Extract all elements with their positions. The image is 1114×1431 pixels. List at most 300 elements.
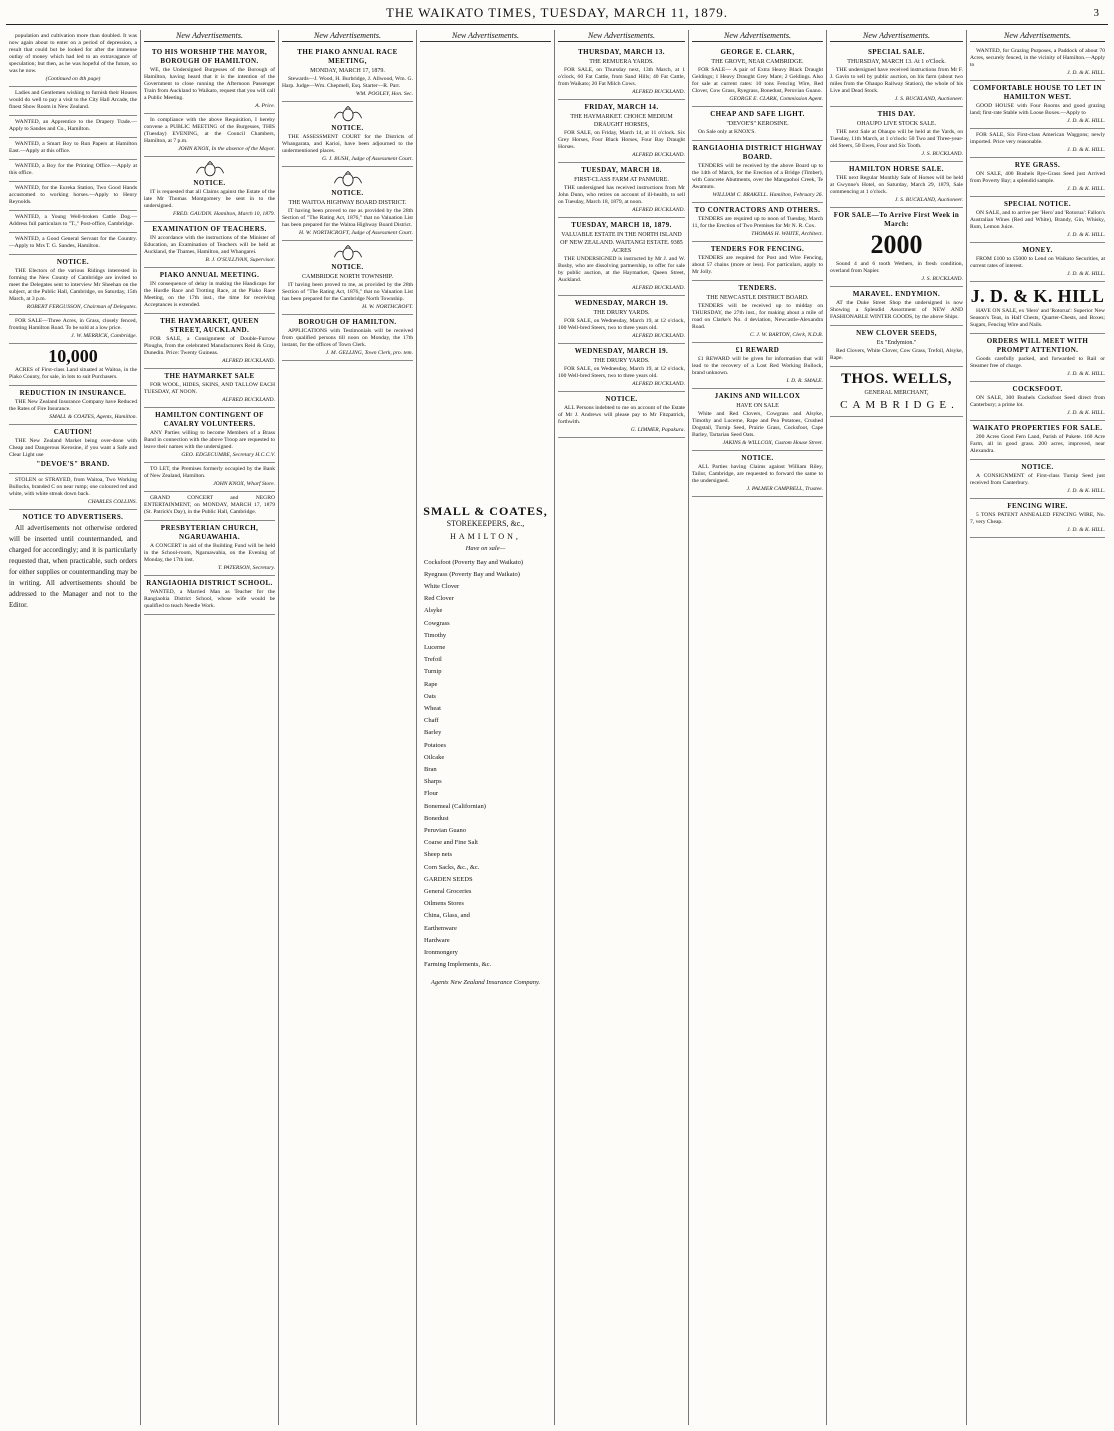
ad-signature: H. W. NORTHCROFT, Judge of Assessment Court.	[299, 230, 413, 236]
ad-text: FOR SALE— A pair of Extra Heavy Black Draught Geldings; 1 Heavy Draught Grey Mare; 2 Geldings. Also for sale at current rates: 10 tons Fencing Wire, Red Clover, Cow Grass, Ryegrass, Bonedust, Peruvian Guano.	[692, 67, 823, 94]
goods-item: Trefoil	[424, 656, 442, 664]
ad-signature: G. J. BUSH, Judge of Assessment Court.	[322, 156, 413, 162]
ad-text: FOR SALE, on Friday, March 14, at 11 o'clock. Six Grey Horses, Four Black Horses, Four Bay Draught Horses.	[558, 130, 685, 150]
advertisement	[282, 241, 413, 315]
ad-signature: ALFRED BUCKLAND.	[632, 89, 685, 95]
column-header: New Advertisements.	[420, 30, 551, 42]
ad-subtitle: THE WAITOA HIGHWAY BOARD DISTRICT.	[288, 200, 407, 206]
ad-subtitle: 2000	[870, 230, 923, 259]
advertisement	[692, 242, 823, 281]
page-number: 3	[1093, 7, 1100, 19]
notice-advertisers	[9, 510, 137, 615]
ad-text: FOR SALE, on Wednesday, March 19, at 12 o'clock, 100 Well-bred Steers, two to three years old.	[558, 318, 685, 331]
column-8	[966, 30, 1108, 1425]
goods-item: Oilmens Stores	[424, 900, 464, 908]
goods-item: Earthenware	[424, 924, 457, 932]
column-6	[688, 30, 826, 1425]
ad-signature: J. PALMER CAMPBELL, Trustee.	[746, 486, 823, 492]
ad-text: TENDERS will be received up to midday on THURSDAY, the 27th inst., for making about a mile of road on Clarke's No. 4 deviation, Newcastle-Alexandra Road.	[692, 303, 823, 330]
ad-signature: J. D. & K. HILL.	[1067, 232, 1105, 238]
ad-signature: SMALL & COATES, Agents, Hamilton.	[49, 414, 137, 420]
ad-signature: ALFRED BUCKLAND.	[632, 333, 685, 339]
ad-title: EXAMINATION OF TEACHERS.	[152, 225, 267, 233]
goods-item: Oilcake	[424, 753, 445, 761]
ad-signature: JAKINS & WILLCOX, Custom House Street.	[722, 440, 823, 446]
goods-item: Hardware	[424, 936, 450, 944]
ad-signature: ALFRED BUCKLAND.	[632, 285, 685, 291]
ad-title: NOTICE.	[331, 124, 364, 132]
ad-text: CAMBRIDGE.	[840, 399, 959, 411]
ad-text: WANTED, a Good General Servant for the Country.—Apply to Mrs T. G. Sandes, Hamilton.	[9, 236, 137, 249]
advertisement	[144, 408, 275, 463]
advertisement	[282, 45, 413, 102]
ad-title: WEDNESDAY, MARCH 19.	[574, 347, 669, 355]
ad-title: BOROUGH OF HAMILTON.	[298, 318, 397, 326]
ad-subtitle: THE DRURY YARDS.	[593, 310, 650, 316]
advertisement	[144, 576, 275, 615]
ad-list	[558, 45, 685, 438]
advertisement	[144, 222, 275, 268]
advertisement	[144, 157, 275, 222]
royal-crest-icon	[331, 106, 365, 122]
ad-subtitle: OHAUPO LIVE STOCK SALE.	[856, 121, 937, 127]
ad-subtitle: MONDAY, MARCH 17, 1879.	[310, 68, 385, 74]
storekeeper-subtitle: STOREKEEPERS, &c.,	[446, 519, 525, 528]
advertisement	[970, 158, 1105, 197]
goods-item: Red Clover	[424, 595, 454, 603]
ad-text: TENDERS will be received by the above Board up to the 14th of March, for the Erection of a Bridge (Timber), with Concrete Abutments, over the Mangaohoi Creek, Te Awamutu.	[692, 163, 823, 190]
advertisement	[144, 45, 275, 114]
ad-text: FOR SALE—Three Acres, in Grass, closely fenced, fronting Hamilton Road. To be sold at a low price.	[9, 318, 137, 331]
ad-signature: ALFRED BUCKLAND.	[222, 358, 275, 364]
ad-subtitle: CAMBRIDGE NORTH TOWNSHIP.	[302, 274, 393, 280]
goods-item: GARDEN SEEDS	[424, 875, 473, 883]
ad-title: RANGIAOHIA DISTRICT HIGHWAY BOARD.	[692, 144, 823, 161]
ad-text: TO LET, the Premises formerly occupied by the Bank of New Zealand, Hamilton.	[144, 466, 275, 479]
goods-item: Bonemeal (Californian)	[424, 802, 486, 810]
ad-text: Red Clovers, White Clover, Cow Grass, Trefoil, Alsyke, Rape.	[830, 348, 963, 361]
goods-item: Alsyke	[424, 607, 443, 615]
column-4	[416, 30, 554, 1425]
ad-signature: ALFRED BUCKLAND.	[222, 397, 275, 403]
ad-text: THE New Zealand Market being over-done with Cheap and Dangerous Kerosine, if you want a Safe and Clear Light use	[9, 438, 137, 458]
ad-text: THE next Regular Monthly Sale of Horses will be held at Gwynne's Hotel, on Saturday, March 29, 1879, Sale commencing at 1 o'clock.	[830, 175, 963, 195]
goods-item: Turnip	[424, 668, 442, 676]
ad-signature: CHARLES COLLINS.	[87, 499, 137, 505]
ad-text: FOR SALE, Six First-class American Waggons; newly imported. Price very reasonable.	[970, 132, 1105, 145]
ad-text: Stewards—J. Wood, H. Burbridge, J. Allwood, Wm. G. Harp. Judge—Wm. Chepmell, Esq. Starter—R. Parr.	[282, 76, 413, 89]
ad-text: 5 TONS PATENT ANNEALED FENCING WIRE, No. 7, very Cheap.	[970, 512, 1105, 525]
storekeeper-place: HAMILTON,	[450, 532, 521, 541]
goods-item: Farming Implements, &c.	[424, 961, 492, 969]
ad-title: NOTICE.	[331, 189, 364, 197]
goods-item: Cocksfoot (Poverty Bay and Waikato)	[424, 558, 524, 566]
ad-subtitle: THE DRURY YARDS.	[593, 358, 650, 364]
goods-item: General Groceries	[424, 887, 472, 895]
ad-eureka	[9, 182, 137, 211]
advertisement	[692, 107, 823, 141]
ad-signature: ALFRED BUCKLAND.	[632, 152, 685, 158]
ad-title: MONEY.	[1022, 246, 1053, 254]
advertisement	[692, 281, 823, 343]
ad-title: COCKSFOOT.	[1012, 385, 1063, 393]
goods-item: Barley	[424, 729, 442, 737]
ad-text: TENDERS are required up to noon of Tuesday, March 11, for the Erection of Two Premises for Mr N. R. Cox.	[692, 216, 823, 229]
goods-item: Lucerne	[424, 643, 446, 651]
ad-title: SPECIAL SALE.	[868, 48, 925, 56]
ad-signature: ALFRED BUCKLAND.	[632, 381, 685, 387]
ad-title: TENDERS.	[738, 284, 777, 292]
ad-title: TO HIS WORSHIP THE MAYOR, BOROUGH OF HAMILTON.	[151, 48, 268, 65]
ad-text: A CONSIGNMENT of First-class Turnip Seed just received from Canterbury.	[970, 473, 1105, 486]
ad-text: In compliance with the above Requisition, I hereby convene a PUBLIC MEETING of the Burgesses, THIS (Tuesday) EVENING, at the Council Chambers, Hamilton, at 7 p.m.	[144, 117, 275, 144]
advertisement	[970, 129, 1105, 158]
ad-subtitle: Ex "Endymion."	[876, 340, 917, 346]
ad-signature: JOHN KNOX, In the absence of the Mayor.	[178, 146, 275, 152]
ad-signature: ROBERT FERGUSSON, Chairman of Delegates.	[26, 304, 137, 310]
ad-text: ON SALE, and to arrive per 'Hero' and 'Rotorua': Fallon's Australian Wines (Red and White), Brandy, Gin, Whisky, Rum, Lemon Juice.	[970, 210, 1106, 230]
column-header: New Advertisements.	[970, 30, 1105, 42]
ad-title: THE HAYMARKET, QUEEN STREET, AUCKLAND.	[160, 317, 259, 334]
ad-title: NOTICE TO ADVERTISERS.	[22, 513, 124, 521]
ad-title: TO CONTRACTORS AND OTHERS.	[694, 206, 821, 214]
ad-text: White and Red Clovers, Cowgrass and Alsyke, Timothy and Lucerne, Rape and Pea Potatoes, Crushed Dogstail, Turnip Seed, Prairie Grass, Cocksfoot, Cape Barley, Tartarian Seed Oats.	[692, 411, 823, 438]
advertisement	[970, 45, 1105, 81]
ad-title: WEDNESDAY, MARCH 19.	[574, 299, 669, 307]
agents-note: Agents New Zealand Insurance Company.	[430, 978, 541, 986]
ad-text: HAVE ON SALE, ex 'Hero' and 'Rotorua': Superior New Season's Teas, in Half Chests, Quarter-Chests, and Boxes; Sugars, Fencing Wire and Nails.	[970, 308, 1105, 328]
goods-item: Wheat	[424, 704, 441, 712]
ad-subtitle: THE GROVE, NEAR CAMBRIDGE.	[711, 59, 804, 65]
advertisement	[282, 102, 413, 167]
ad-text: IT having been proved to me as provided by the 28th Section of "The Rating Act, 1876," that no Valuation List has been prepared for the Waitoa Highway Board District.	[282, 208, 413, 228]
ad-signature: WM. POOLEY, Hon. Sec.	[355, 91, 413, 97]
ad-text: AT the Duke Street Shop the undersigned is now Showing a Splendid Assortment of NEW AND FASHIONABLE WINTER GOODS, by the above Ships.	[830, 300, 963, 320]
ad-text: WANTED, a Boy for the Printing Office.—Apply at this office.	[9, 163, 137, 176]
ad-text: WANTED, a Young Well-broken Cattle Dog.—Address full particulars to "T.," Post-office, Cambridge.	[9, 214, 137, 227]
column-3	[278, 30, 416, 1425]
advertisement	[692, 45, 823, 107]
ad-text: On Sale only at KNOX'S.	[698, 129, 756, 135]
brand-name: "DEVOE'S" BRAND.	[36, 460, 110, 468]
ad-signature: J. D. & K. HILL.	[1067, 186, 1105, 192]
ad-text: Ladies and Gentlemen wishing to furnish their Houses would do well to pay a visit to the City Hall Arcade, the finest Show Room in New Zealand.	[9, 90, 137, 110]
ad-signature: J. W. MERRICK, Cambridge.	[71, 333, 137, 339]
ad-list	[282, 45, 413, 361]
ad-insurance	[9, 386, 137, 425]
ad-apprentice	[9, 116, 137, 138]
advertisement	[558, 296, 685, 344]
ad-signature: FRED. GAUDIN. Hamilton, March 10, 1879.	[172, 211, 275, 217]
ad-text: THE Electors of the various Ridings interested in forming the New County of Cambridge are invited to meet the Delegates sent to interview Mr Sheehan on the subject, at the Public Hall, Cambridge, on Saturday, 15th March, at 3 p.m.	[9, 268, 137, 302]
ad-signature: A. Price.	[255, 103, 275, 109]
ad-title: THOS. WELLS,	[841, 371, 952, 387]
advertisement	[970, 197, 1105, 243]
advertisement	[558, 218, 685, 296]
advertisement	[282, 315, 413, 361]
goods-item: Ryegrass (Poverty Bay and Waikato)	[424, 570, 520, 578]
ad-signature: J. D. & K. HILL.	[1067, 488, 1105, 494]
continued-note: (Continued on 4th page)	[45, 76, 101, 82]
ad-title: THIS DAY.	[877, 110, 916, 118]
column-2	[140, 30, 278, 1425]
advertisement	[558, 163, 685, 218]
ad-title: COMFORTABLE HOUSE TO LET IN HAMILTON WEST.	[973, 84, 1102, 101]
ad-title: PRESBYTERIAN CHURCH, NGARUAWAHIA.	[160, 524, 259, 541]
goods-item: Ironmongery	[424, 949, 458, 956]
advertisement	[558, 344, 685, 392]
ad-signature: J. M. GELLING, Town Clerk, pro. tem.	[325, 350, 413, 356]
ad-text: £1 REWARD will be given for information that will lead to the recovery of a Lost Red Working Bullock, brand unknown.	[692, 356, 823, 376]
goods-item: Flour	[424, 790, 439, 798]
goods-list	[420, 556, 551, 971]
ad-caution	[9, 425, 137, 474]
advertisement	[692, 203, 823, 242]
ad-text: WANTED, a Smart Boy to Run Papers at Hamilton East.—Apply at this office.	[9, 141, 137, 154]
ad-text: WANTED, an Apprentice to the Drapery Trade.—Apply to Sandes and Co., Hamilton.	[9, 119, 137, 132]
ad-title: GEORGE E. CLARK,	[720, 48, 795, 56]
ad-text: IN accordance with the instructions of the Minister of Education, an Examination of Teachers will be held at Auckland, the Thames, Hamilton, and Whangarei.	[144, 235, 275, 255]
advertisement	[558, 392, 685, 438]
ad-text: THE next Sale at Ohaupo will be held at the Yards, on Tuesday, 11th March, at 1 o'clock: 50 Two and Three-year-old Steers, 50 Ewes, Four and Six Tooth.	[830, 129, 963, 149]
notice-electors	[9, 255, 137, 315]
ad-title: NOTICE.	[56, 258, 90, 266]
lead-article	[9, 30, 137, 87]
ad-text: WANTED, a Married Man as Teacher for the Rangiaohia District School, whose wife would be qualified to teach Needle Work.	[144, 589, 275, 609]
ad-title: NOTICE.	[331, 263, 364, 271]
ad-subtitle: FIRST-CLASS FARM AT PANMURE.	[574, 177, 669, 183]
ad-text: STOLEN or STRAYED, from Waitoa, Two Working Bullocks, branded C on near rump; one coloured red and white, with white streak down back.	[9, 477, 137, 497]
advertisement	[970, 460, 1105, 499]
goods-item: Sharps	[424, 778, 442, 786]
ad-text: IT having been proved to me, as provided by the 28th Section of "The Rating Act, 1876," that no Valuation List has been prepared for the Cambridge North Township.	[282, 282, 413, 302]
advertisement	[692, 451, 823, 497]
ad-signature: C. J. W. BARTON, Clerk, N.D.B.	[749, 332, 823, 338]
ad-text: Goods carefully packed, and forwarded to Rail or Steamer free of charge.	[970, 356, 1105, 369]
column-header: New Advertisements.	[558, 30, 685, 42]
column-header: New Advertisements.	[830, 30, 963, 42]
ad-signature: J. D. & K. HILL.	[1067, 118, 1105, 124]
ad-signature: WILLIAM C. BRAKELL. Hamilton, February 26.	[712, 192, 823, 198]
ad-title: THE PIAKO ANNUAL RACE MEETING,	[297, 48, 398, 65]
ad-servant	[9, 233, 137, 255]
advertisement	[830, 208, 963, 287]
advertisement	[144, 114, 275, 157]
ad-signature: J. S. BUCKLAND.	[921, 151, 963, 157]
ad-text: GOOD HOUSE with Four Rooms and good grazing land; first-rate Stable with Loose Boxes.—Apply to	[970, 103, 1105, 116]
ad-title: £1 REWARD	[735, 346, 780, 354]
ad-text: APPLICATIONS with Testimonials will be received from qualified persons till noon on Monday, the 17th instant, for the offices of Town Clerk.	[282, 328, 413, 348]
advertisement	[144, 521, 275, 576]
ad-text: THE undersigned has received instructions from Mr John Dunn, who retires on account of ill-health, to sell on Tuesday, March 18, 1879, at noon.	[558, 185, 685, 205]
ad-title: TENDERS FOR FENCING.	[710, 245, 805, 253]
ad-text: THE undersigned have received instructions from Mr F. J. Gavin to sell by public auction, on his farm (about two miles from the Ohaupo Railway Station), the whole of his Live and Dead Stock.	[830, 67, 963, 94]
ad-text: WANTED, for the Eureka Station, Two Good Hands accustomed to working horses.—Apply to Henry Reynolds.	[9, 185, 137, 205]
goods-item: Timothy	[424, 631, 447, 639]
royal-crest-icon	[331, 245, 365, 261]
goods-item: Chaff	[424, 717, 439, 725]
goods-item: Corn Sacks, &c., &c.	[424, 863, 480, 871]
ad-title: FRIDAY, MARCH 14.	[584, 103, 659, 111]
ad-title: FENCING WIRE.	[1007, 502, 1068, 510]
goods-item: Sheep nets	[424, 851, 452, 859]
ad-text: ANY Parties willing to become Members of a Brass Band in connection with the above Troop are requested to leave their names with the undersigned.	[144, 430, 275, 450]
ad-signature: J. S. BUCKLAND, Auctioneer.	[894, 96, 963, 102]
masthead-rule	[6, 24, 1108, 25]
ad-signature: J. D. & K. HILL.	[1067, 410, 1105, 416]
column-5	[554, 30, 688, 1425]
ad-signature: G. LIMMER, Papakura.	[630, 427, 685, 433]
ad-text: WE, the Undersigned Burgesses of the Borough of Hamilton, having heard that it is the intention of the Government to close running the Afternoon Passenger Train from Auckland to Waikato, request that you will call a Public Meeting.	[144, 67, 275, 101]
goods-item: Potatoes	[424, 741, 447, 749]
ad-text: ALL Parties having Claims against William Riley, Tailor, Cambridge, are requested to forward the same to the undersigned.	[692, 464, 823, 484]
ad-signature: J. S. BUCKLAND, Auctioneer.	[894, 197, 963, 203]
advertisement	[692, 343, 823, 389]
advertisement	[144, 463, 275, 492]
ad-signature: J. D. & K. HILL.	[1067, 527, 1105, 533]
ad-title: NOTICE.	[1021, 463, 1054, 471]
masthead-title: THE WAIKATO TIMES, TUESDAY, MARCH 11, 1879.	[385, 5, 729, 20]
goods-item: White Clover	[424, 582, 460, 590]
goods-item: Bonedust	[424, 814, 449, 822]
ad-boy-papers	[9, 138, 137, 160]
ad-list	[692, 45, 823, 497]
ad-title: PIAKO ANNUAL MEETING.	[159, 271, 260, 279]
ad-title: REDUCTION IN INSURANCE.	[19, 389, 127, 397]
ad-signature: THOMAS H. WHITE, Architect.	[751, 231, 823, 237]
ad-title: CAUTION!	[53, 428, 93, 436]
ad-title: TUESDAY, MARCH 18.	[581, 166, 662, 174]
ad-title: WAIKATO PROPERTIES FOR SALE.	[972, 424, 1103, 432]
advertisement	[144, 492, 275, 521]
ad-text: THE New Zealand Insurance Company have Reduced the Rates of Fire Insurance.	[9, 399, 137, 412]
column-header: New Advertisements.	[144, 30, 275, 42]
ad-subtitle: HAVE ON SALE	[736, 403, 779, 409]
ad-title: NOTICE.	[605, 395, 638, 403]
ad-signature: J. D. & K. HILL.	[1067, 271, 1105, 277]
advertisement	[144, 314, 275, 369]
goods-item: China, Glass, and	[424, 912, 470, 920]
ad-text: THE UNDERSIGNED is instructed by Mr J. and W. Busby, who are dissolving partnership, to offer for sale by public auction, at the Haymarket, Queen Street, Auckland.	[558, 256, 685, 283]
column-1	[6, 30, 140, 1425]
royal-crest-icon	[331, 171, 365, 187]
ad-title: ORDERS WILL MEET WITH PROMPT ATTENTION.	[986, 337, 1089, 354]
ad-signature: I. D. R. SMALE.	[786, 378, 823, 384]
ad-title: HAMILTON CONTINGENT OF CAVALRY VOLUNTEERS.	[155, 411, 264, 428]
ad-signature: T. PATERSON, Secretary.	[217, 565, 275, 571]
advertisement	[144, 369, 275, 408]
ad-title: NEW CLOVER SEEDS,	[856, 329, 937, 337]
advertisement	[970, 243, 1105, 282]
advertisement	[970, 382, 1105, 421]
ad-title: FOR SALE—To Arrive First Week in March:	[833, 211, 960, 228]
advertisement	[830, 107, 963, 162]
ad-signature: J. D. & K. HILL.	[1067, 147, 1105, 153]
ad-cattle-dog	[9, 211, 137, 233]
ad-three-acres	[9, 315, 137, 344]
ad-list	[144, 45, 275, 615]
ad-subtitle: GENERAL MERCHANT,	[864, 390, 929, 396]
advertisement	[558, 45, 685, 100]
ad-title: CHEAP AND SAFE LIGHT.	[710, 110, 805, 118]
ad-title: J. D. & K. HILL	[970, 286, 1105, 306]
royal-crest-icon	[193, 161, 227, 177]
ad-signature: B. J. O'SULLIVAN, Supervisor.	[205, 257, 275, 263]
ad-text: FOR SALE, on Wednesday, March 19, at 12 o'clock, 100 Well-bred Steers, two to three years old.	[558, 366, 685, 379]
ad-subtitle: VALUABLE ESTATE IN THE NORTH ISLAND OF NEW ZEALAND. WAITANGI ESTATE. 9385 ACRES	[560, 232, 683, 254]
ad-signature: GEORGE E. CLARK, Commission Agent.	[729, 96, 823, 102]
goods-item: Cowgrass	[424, 619, 450, 627]
advertisement	[830, 45, 963, 107]
ad-text: FOR SALE, a Consignment of Double-Furrow Ploughs, from the celebrated Manufacturers Reid & Gray, Dunedin. Price: Twenty Guineas.	[144, 336, 275, 356]
ad-title: RANGIAOHIA DISTRICT SCHOOL.	[146, 579, 273, 587]
masthead	[0, 0, 1114, 26]
ad-title: THE HAYMARKET SALE	[164, 372, 255, 380]
ad-text: TENDERS are required for Post and Wire Fencing, about 57 chains (more or less). For particulars, apply to Mr Jolly.	[692, 255, 823, 275]
advertisement	[144, 268, 275, 314]
ad-stolen	[9, 474, 137, 510]
advertisement	[692, 389, 823, 451]
ad-signature: J. S. BUCKLAND.	[921, 276, 963, 282]
ad-text: GRAND CONCERT and NEGRO ENTERTAINMENT, on MONDAY, MARCH 17, 1879 (St. Patrick's Day), in the Public Hall, Cambridge.	[144, 495, 275, 515]
advertisement	[970, 334, 1105, 382]
advertisement	[970, 421, 1105, 460]
goods-item: Peruvian Guano	[424, 826, 467, 834]
lead-article-text: population and cultivation more than doubled. It was now again about to enter on a period of depression, a result that could but be looked for after the immense outlay of money which had led to an extravagance of speculation; but then, as he was hopeful of the future, so was he now.	[9, 33, 137, 74]
ad-subtitle: THE REMUERA YARDS.	[589, 59, 654, 65]
ad-text: THE ASSESSMENT COURT for the Districts of Whangarata, and Karioi, have been adjourned to the undermentioned places.	[282, 134, 413, 154]
column-header: New Advertisements.	[282, 30, 413, 42]
ad-signature: ALFRED BUCKLAND.	[632, 207, 685, 213]
ad-text: A CONCERT in aid of the Building Fund will be held in the School-room, Ngaruawahia, on the Evening of Monday, the 17th inst.	[144, 543, 275, 563]
ad-acres	[9, 344, 137, 386]
ad-text: ON SALE, 400 Bushels Rye-Grass Seed just Arrived from Poverty Bay; a splendid sample.	[970, 171, 1105, 184]
acres-figure: 10,000	[48, 346, 98, 366]
ad-title: NOTICE.	[193, 179, 226, 187]
ad-title: NOTICE.	[741, 454, 774, 462]
ad-text: FOR SALE, on Thursday next, 13th March, at 1 o'clock, 60 Fat Cattle, from Sand Hills; 40 Fat Cattle, from Waikato; 20 Fat Milch Cows.	[558, 67, 685, 87]
ad-text: ALL Persons indebted to me on account of the Estate of Mr J. Andrews will please pay to Mr Fitzpatrick, forthwith.	[558, 405, 685, 425]
ad-title: HAMILTON HORSE SALE.	[849, 165, 944, 173]
ad-text: 200 Acres Good Fern Land, Parish of Pukete. 160 Acre Farm, all in good grass. 200 acres, improved, near Alexandra.	[970, 434, 1105, 454]
ad-subtitle: THE NEWCASTLE DISTRICT BOARD.	[706, 295, 809, 301]
ad-text: IN consequence of delay in making the Handicaps for the Hurdle Race and Trotting Race, at the Piako Race Meeting, on the 17th inst., the time for receiving Acceptances is extended.	[144, 281, 275, 308]
goods-item: Oats	[424, 692, 436, 700]
advertisement	[830, 367, 963, 417]
advertisement	[830, 162, 963, 208]
column-7	[826, 30, 966, 1425]
ad-subtitle: THURSDAY, MARCH 13. At 1 o'Clock.	[847, 59, 946, 65]
ad-text: IT is requested that all Claims against the Estate of the late Mr Thomas Montgomery be sent in to the undersigned.	[144, 189, 275, 209]
advertisement	[970, 81, 1105, 129]
advertisement	[282, 167, 413, 241]
goods-item: Rape	[424, 680, 438, 688]
ad-arcade	[9, 87, 137, 116]
ad-text: ACRES of First-class Land situated at Waitoa, in the Piako County, for sale, in lots to suit Purchasers.	[9, 367, 137, 380]
ad-title: MARAVEL. ENDYMION.	[852, 290, 941, 298]
ad-signature: JOHN KNOX, Wharf Store.	[213, 481, 275, 487]
ad-signature: GEO. EDGECUMBE, Secretary H.C.C.V.	[181, 452, 275, 458]
ad-signature: J. D. & K. HILL.	[1067, 371, 1105, 377]
ad-signature: J. D. & K. HILL.	[1067, 70, 1105, 76]
advertisement	[970, 499, 1105, 538]
advertisement	[830, 287, 963, 326]
ad-title: SPECIAL NOTICE.	[1003, 200, 1072, 208]
goods-item: Coarse and Fine Salt	[424, 839, 478, 847]
advertisement	[970, 282, 1105, 334]
ad-title: TUESDAY, MARCH 18, 1879.	[571, 221, 672, 229]
column-header: New Advertisements.	[692, 30, 823, 42]
